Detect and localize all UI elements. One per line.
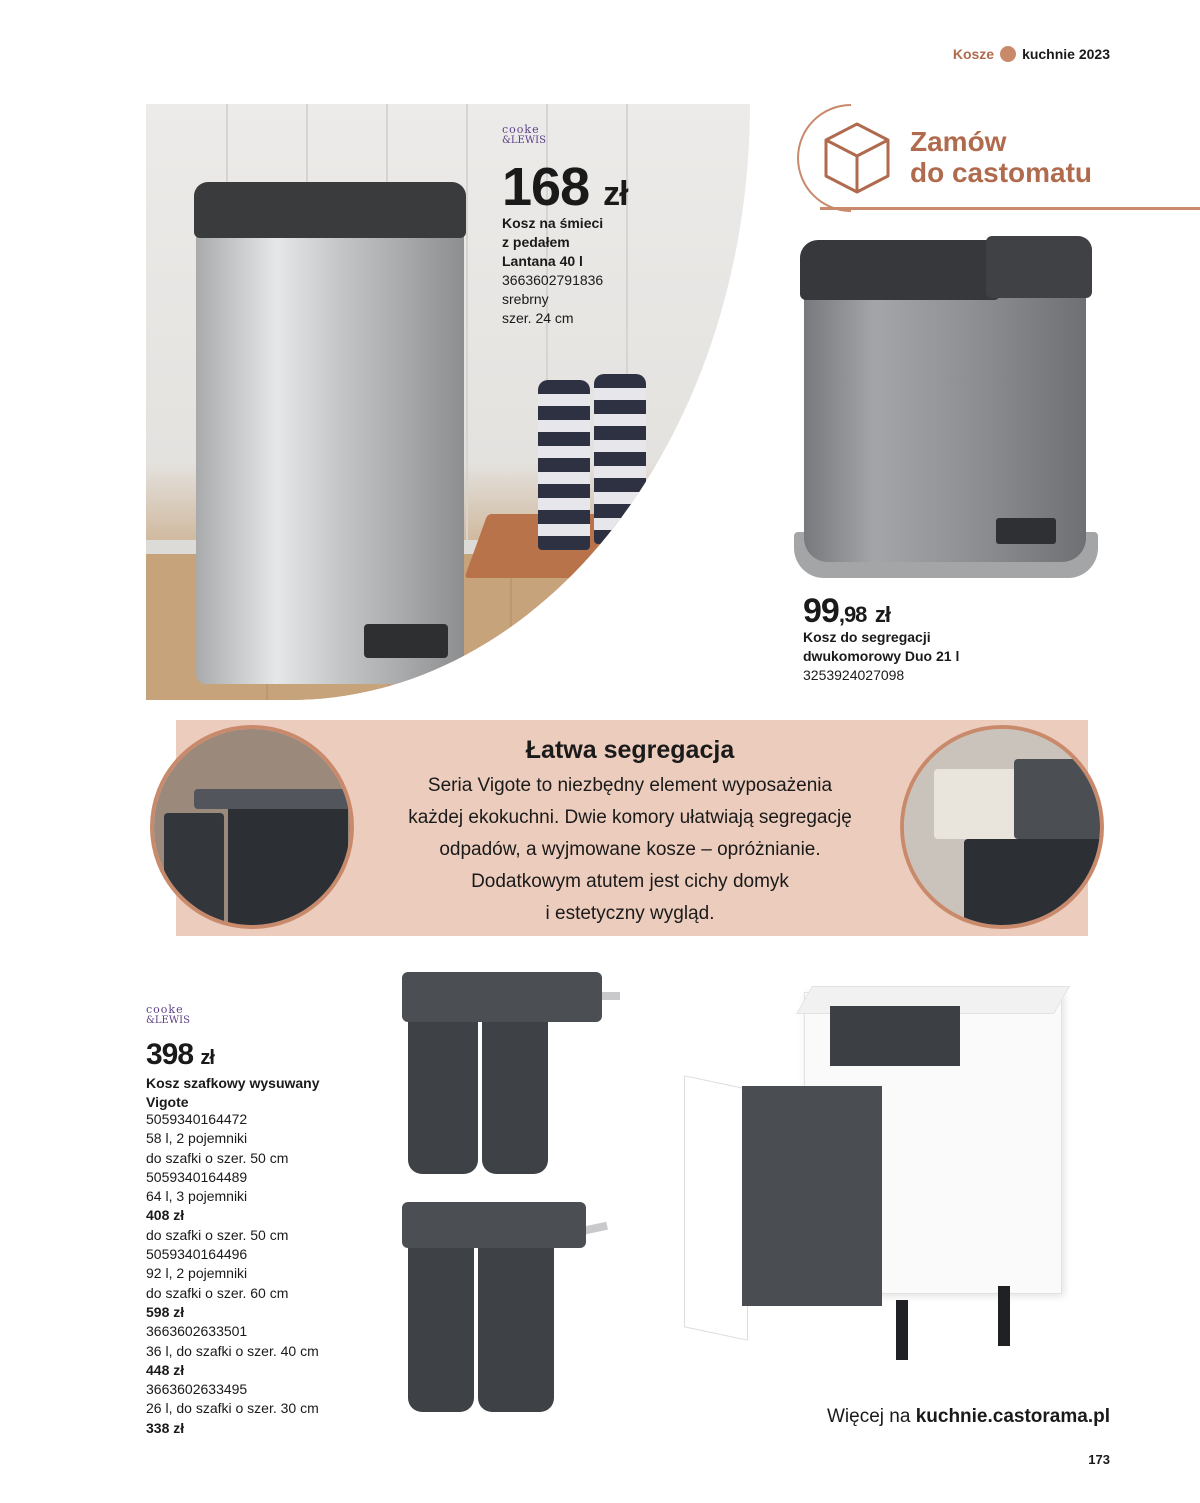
banner-photo-left [150,725,354,929]
lantana-description: Kosz na śmieci z pedałem Lantana 40 l 3663602791836 srebrny szer. 24 cm [502,215,604,326]
cabinet-image [680,986,1060,1366]
header-dot [1000,46,1016,62]
edition-label: kuchnie 2023 [1022,46,1110,62]
banner-title: Łatwa segregacja [525,736,735,764]
vigote-name: Kosz szafkowy wysuwany Vigote [146,1075,320,1110]
vigote-bin-image-bottom [398,1200,610,1420]
lantana-photo [146,104,750,700]
brand-logo-cooke-lewis: cooke &LEWIS [502,123,546,146]
vigote-variants: 5059340164472 58 l, 2 pojemniki do szafki o szer. 50 cm 5059340164489 64 l, 3 pojemniki 408 zł do szafki o szer. 50 cm 5059340164496 92 l, 2 pojemniki do szafki o szer. 60 cm 598 zł 3663602633501 36 l, do szafki o szer. 40 cm 448 zł 3663602633495 26 l, do szafki o szer. 30 cm 338 zł [146,1111,319,1436]
banner-photo-right [900,725,1104,929]
duo-bin-photo [790,232,1110,582]
category-label: Kosze [952,46,995,62]
brand-logo-cooke-lewis: cooke &LEWIS [146,1003,190,1026]
castomat-label: Zamów do castomatu [910,126,1093,188]
page-number: 173 [1088,1452,1110,1467]
vigote-price: 398 zł [146,1038,214,1071]
box-icon [822,120,892,196]
vigote-bin-image-top [398,968,624,1178]
duo-description: Kosz do segregacji dwukomorowy Duo 21 l 3253924027098 [803,629,960,683]
banner-text: Seria Vigote to niezbędny element wyposażenia każdej ekokuchni. Dwie komory ułatwiają segregację odpadów, a wyjmowane kosze – opróżnianie. Dodatkowym atutem jest cichy domyk i estetyczny wygląd. [408,775,852,924]
page-header [953,46,1110,62]
lantana-price: 168 zł [502,157,628,217]
more-info-link[interactable]: Więcej na kuchnie.castorama.pl [827,1406,1110,1427]
castomat-underline [820,207,1200,210]
duo-price: 99,98 zł [803,592,890,630]
